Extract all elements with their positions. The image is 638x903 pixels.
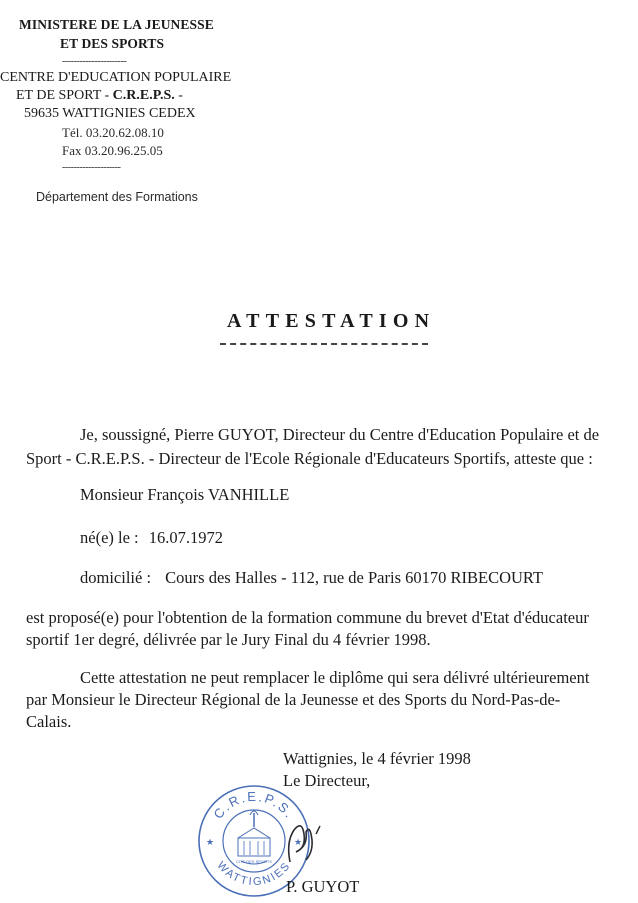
paragraph-2-line-2: sportif 1er degré, délivrée par le Jury Final du 4 février 1998. xyxy=(26,630,431,649)
ministry-name-line2: ET DES SPORTS xyxy=(60,36,165,51)
centre-name-line2-suffix: - xyxy=(174,88,183,103)
handwritten-signature xyxy=(280,812,340,872)
address-value: Cours des Halles - 112, rue de Paris 60170 RIBECOURT xyxy=(165,568,544,587)
creps-acronym: C.R.E.P.S. xyxy=(112,88,175,103)
birth-date-value: 16.07.1972 xyxy=(148,528,224,547)
birth-date-label: né(e) le : xyxy=(80,528,139,547)
body-line-1: Je, soussigné, Pierre GUYOT, Directeur du Centre d'Education Populaire et de xyxy=(80,425,600,444)
paragraph-2-line-1: est proposé(e) pour l'obtention de la formation commune du brevet d'Etat d'éducateur xyxy=(26,608,589,627)
stamp-inner-text: CITE DES SPORTS xyxy=(236,859,272,864)
beneficiary-name: Monsieur François VANHILLE xyxy=(80,485,290,504)
signatory-role: Le Directeur, xyxy=(283,771,371,790)
paragraph-3-line-2: par Monsieur le Directeur Régional de la Jeunesse et des Sports du Nord-Pas-de- xyxy=(26,690,561,709)
stamp-star-right: ★ xyxy=(294,837,303,847)
stamp-top-text: C.R.E.P.S. xyxy=(210,788,298,822)
birth-date-row xyxy=(80,527,223,549)
place-and-date: Wattignies, le 4 février 1998 xyxy=(283,749,471,768)
centre-fax: Fax 03.20.96.25.05 xyxy=(62,143,163,158)
centre-name-line2 xyxy=(16,88,183,104)
address-label: domicilié : xyxy=(80,568,152,587)
body-line-2: Sport - C.R.E.P.S. - Directeur de l'Ecole Régionale d'Educateurs Sportifs, atteste que : xyxy=(26,449,593,468)
centre-address: 59635 WATTIGNIES CEDEX xyxy=(24,106,196,121)
ministry-name-line1: MINISTERE DE LA JEUNESSE xyxy=(19,17,214,32)
paragraph-3-line-3: Calais. xyxy=(26,712,72,731)
centre-name-line1: CENTRE D'EDUCATION POPULAIRE xyxy=(0,70,232,85)
title-underline xyxy=(220,343,428,345)
header-separator: ---------------------- xyxy=(62,56,127,67)
document-title: ATTESTATION xyxy=(227,310,436,332)
stamp-emblem-icon xyxy=(238,811,270,864)
address-row xyxy=(80,567,543,589)
stamp-bottom-text: WATTIGNIES xyxy=(214,859,294,889)
centre-phone: Tél. 03.20.62.08.10 xyxy=(62,125,164,140)
stamp-star-left: ★ xyxy=(206,837,215,847)
header-separator-2: -------------------- xyxy=(62,162,121,173)
centre-name-line2-prefix: ET DE SPORT - xyxy=(16,88,113,103)
paragraph-3-line-1: Cette attestation ne peut remplacer le diplôme qui sera délivré ultérieurement xyxy=(80,668,590,687)
department-name: Département des Formations xyxy=(36,190,198,204)
signatory-name: P. GUYOT xyxy=(286,877,360,896)
